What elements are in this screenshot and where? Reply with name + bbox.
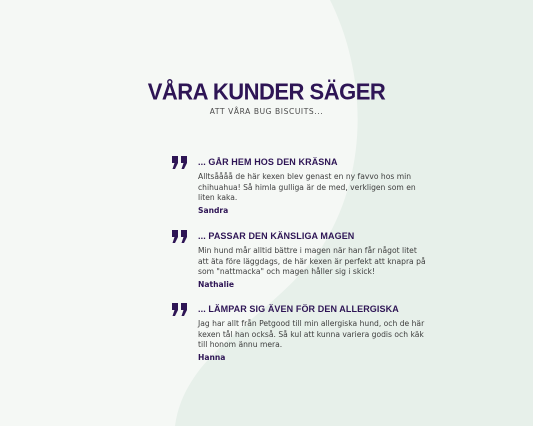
- quote-icon: [172, 230, 188, 244]
- testimonial-title: ... PASSAR DEN KÄNSLIGA MAGEN: [198, 231, 355, 241]
- section-title: VÅRA KUNDER SÄGER: [147, 78, 386, 105]
- section-subtitle: ATT VÅRA BUG BISCUITS...: [209, 107, 324, 116]
- testimonial-title: ... LÄMPAR SIG ÄVEN FÖR DEN ALLERGISKA: [198, 304, 399, 314]
- testimonial-author: Hanna: [198, 353, 226, 362]
- testimonial-author: Sandra: [198, 206, 229, 215]
- testimonial-text: Alltsåååå de här kexen blev genast en ny favvo hos min chihuahua! Så himla gulliga är de med, verkligen som en liten kaka.: [198, 172, 416, 203]
- quote-icon: [172, 303, 188, 317]
- testimonial-text: Min hund mår alltid bättre i magen när han får något litet att äta före läggdags, de här kexen är perfekt att knapra på som "nattmacka" och magen håller sig i skick!: [198, 246, 426, 277]
- testimonial-author: Nathalie: [198, 280, 234, 289]
- quote-icon: [172, 156, 188, 170]
- testimonial-text: Jag har allt från Petgood till min allergiska hund, och de här kexen tål han också. Så kul att kunna variera godis och käk till honom ännu mera.: [198, 319, 425, 350]
- testimonial-title: ... GÅR HEM HOS DEN KRÄSNA: [198, 157, 338, 167]
